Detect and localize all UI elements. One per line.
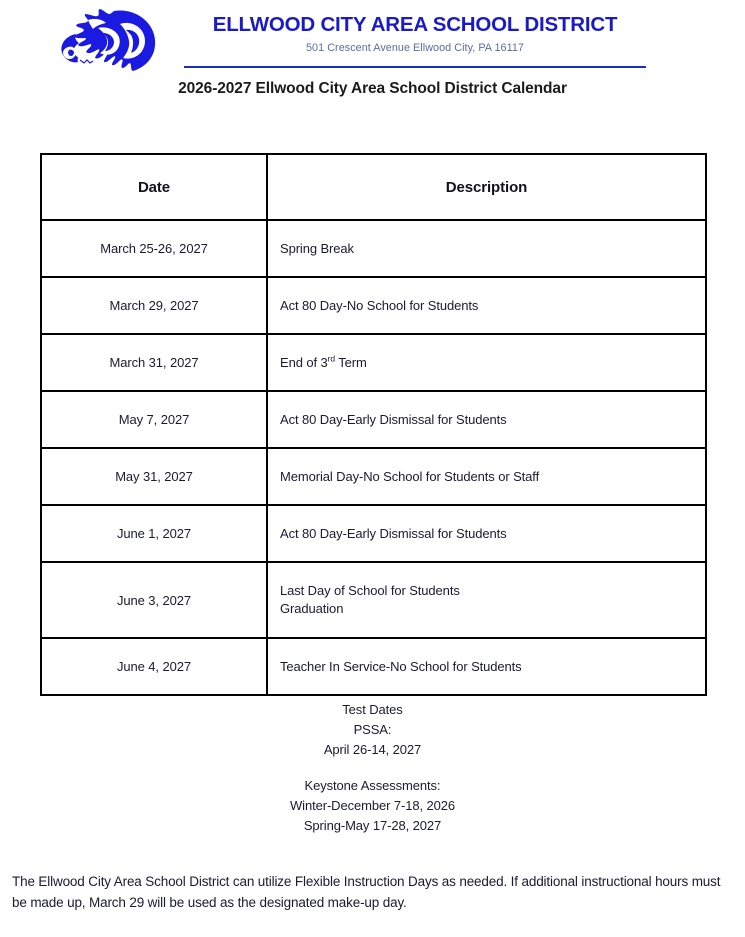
district-address: 501 Crescent Avenue Ellwood City, PA 16117 <box>306 41 524 54</box>
calendar-table-container <box>40 153 705 696</box>
district-name: ELLWOOD CITY AREA SCHOOL DISTRICT <box>212 13 618 36</box>
table-row <box>41 391 706 448</box>
cell-description: Teacher In Service-No School for Students <box>267 638 706 695</box>
page-header <box>0 0 745 108</box>
cell-date: March 25-26, 2027 <box>41 220 267 277</box>
calendar-table <box>40 153 707 696</box>
pssa-label: PSSA: <box>353 721 392 737</box>
description-line: Graduation <box>280 601 344 616</box>
table-row <box>41 220 706 277</box>
keystone-block <box>0 776 745 835</box>
header-divider <box>184 66 646 68</box>
cell-date: March 29, 2027 <box>41 277 267 334</box>
cell-description: Act 80 Day-Early Dismissal for Students <box>267 391 706 448</box>
cell-description: Act 80 Day-Early Dismissal for Students <box>267 505 706 562</box>
cell-description: Memorial Day-No School for Students or Staff <box>267 448 706 505</box>
cell-description <box>267 334 706 391</box>
pssa-dates: April 26-14, 2027 <box>323 741 422 757</box>
cell-description: Spring Break <box>267 220 706 277</box>
district-logo-wolverine-icon <box>58 8 162 74</box>
keystone-label: Keystone Assessments: <box>304 778 441 794</box>
flexible-instruction-days-note: The Ellwood City Area School District can utilize Flexible Instruction Days as needed. If additional instructional hours must be made up, March 29 will be used as the designated make-up day. <box>12 874 721 910</box>
test-dates-section <box>0 700 745 836</box>
cell-date: May 31, 2027 <box>41 448 267 505</box>
cell-description: Act 80 Day-No School for Students <box>267 277 706 334</box>
cell-date: May 7, 2027 <box>41 391 267 448</box>
keystone-winter-dates: Winter-December 7-18, 2026 <box>289 798 456 813</box>
description-line: Last Day of School for Students <box>280 583 460 599</box>
ordinal-suffix: rd <box>327 353 335 364</box>
description-text-prefix: End of 3 <box>280 354 328 370</box>
test-dates-heading-block <box>0 700 745 759</box>
cell-date: June 1, 2027 <box>41 505 267 562</box>
column-header-date: Date <box>41 154 267 220</box>
test-dates-heading: Test Dates <box>342 702 403 717</box>
page-title: 2026-2027 Ellwood City Area School District Calendar <box>178 80 567 97</box>
district-identity <box>184 13 646 54</box>
table-row <box>41 562 706 638</box>
cell-date: March 31, 2027 <box>41 334 267 391</box>
keystone-spring-dates: Spring-May 17-28, 2027 <box>303 817 442 833</box>
table-row <box>41 277 706 334</box>
table-row <box>41 638 706 695</box>
table-row <box>41 448 706 505</box>
column-header-description: Description <box>267 154 706 220</box>
test-dates-spacer <box>0 759 745 776</box>
calendar-table-body <box>41 220 706 695</box>
table-header-row <box>41 154 706 220</box>
cell-date: June 3, 2027 <box>41 562 267 638</box>
table-row <box>41 505 706 562</box>
description-text-suffix: Term <box>335 354 367 370</box>
cell-date: June 4, 2027 <box>41 638 267 695</box>
table-row <box>41 334 706 391</box>
cell-description <box>267 562 706 638</box>
